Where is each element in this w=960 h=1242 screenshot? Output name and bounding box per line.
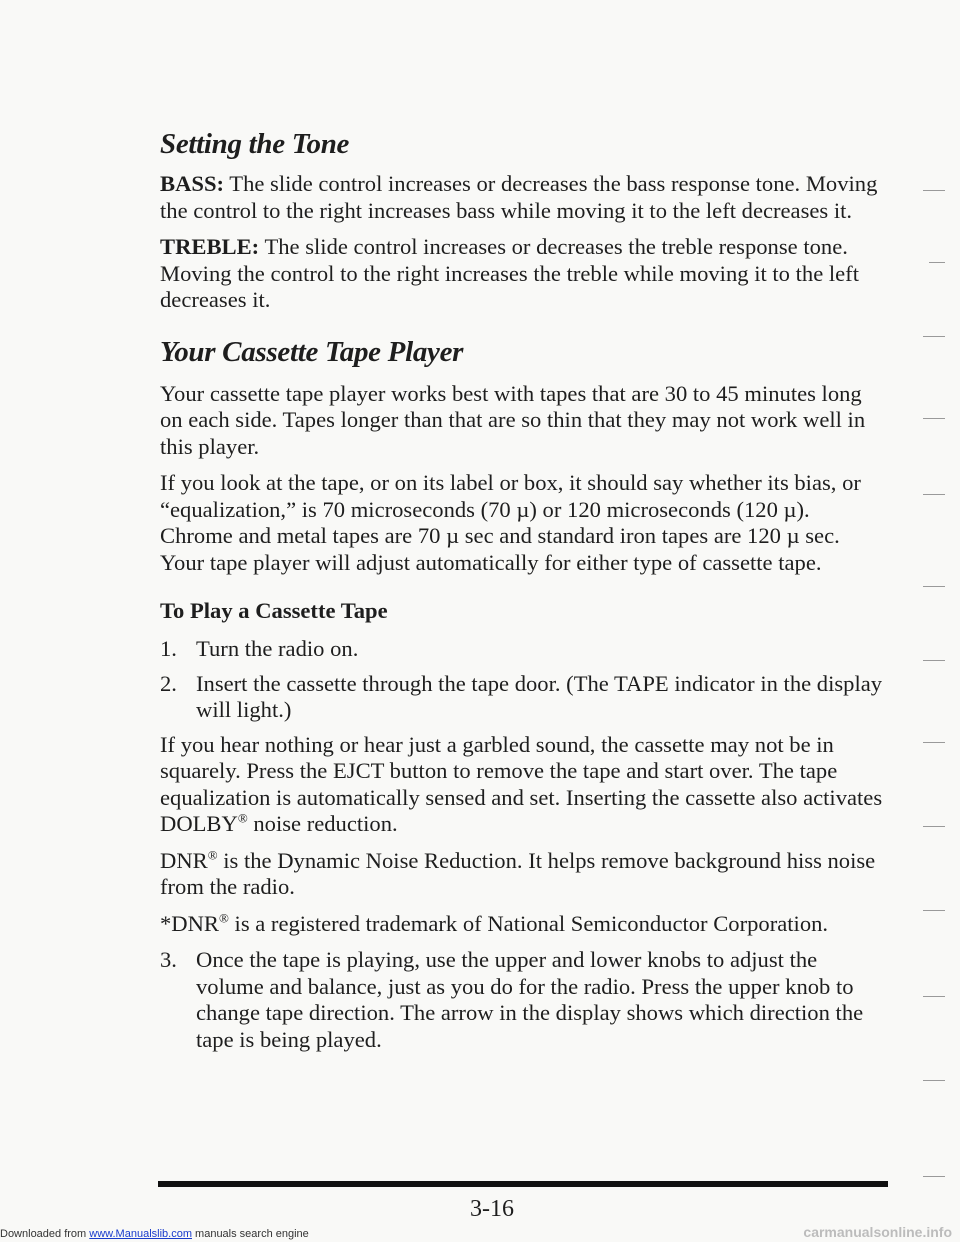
step-number: 3. (160, 947, 177, 972)
bass-paragraph (160, 171, 888, 224)
scan-mark (923, 826, 945, 827)
section-heading-tone: Setting the Tone (160, 128, 350, 160)
footer-suffix: manuals search engine (191, 1228, 309, 1240)
download-footer (0, 1228, 309, 1240)
treble-term: TREBLE: (160, 234, 260, 259)
trademark-paragraph (160, 911, 888, 938)
step-text: Once the tape is playing, use the upper and lower knobs to adjust the volume and balance, just as you do for the radio. Press the upper knob to change tape direction. The arrow in the display shows which direction the tape is being played. (196, 947, 864, 1052)
dnr-label: DNR (160, 847, 208, 873)
garbled-text-end: noise reduction. (247, 811, 398, 836)
footer-prefix: Downloaded from (0, 1228, 90, 1240)
scan-mark (923, 660, 945, 661)
step-2 (160, 671, 888, 724)
trademark-label: *DNR (160, 910, 219, 936)
scan-mark (923, 1176, 945, 1177)
subheading-play-tape: To Play a Cassette Tape (160, 598, 388, 623)
scan-mark (923, 586, 945, 587)
bass-text: The slide control increases or decreases the bass response tone. Moving the control to the right increases bass while moving it to the left decreases it. (160, 171, 878, 223)
page-content (158, 128, 888, 1061)
registered-mark: ® (207, 846, 218, 862)
trademark-text: is a registered trademark of National Semiconductor Corporation. (228, 910, 829, 936)
dnr-text: is the Dynamic Noise Reduction. It helps remove background hiss noise from the radio. (160, 847, 876, 899)
dnr-paragraph (160, 848, 888, 901)
step-3 (160, 947, 888, 1053)
treble-text: The slide control increases or decreases the treble response tone. Moving the control to the right increases the treble while moving it to the left decreases it. (160, 234, 859, 312)
step-text: Turn the radio on. (196, 636, 359, 661)
step-1 (160, 636, 888, 663)
registered-mark: ® (237, 810, 248, 826)
scan-mark (923, 996, 945, 997)
scan-mark (923, 418, 945, 419)
scan-mark (929, 262, 945, 263)
cassette-paragraph-1: Your cassette tape player works best with tapes that are 30 to 45 minutes long on each side. Tapes longer than that are so thin that they may not work well in this player. (160, 380, 866, 459)
registered-mark: ® (219, 909, 229, 925)
treble-paragraph (160, 234, 888, 314)
scan-mark (923, 742, 945, 743)
scan-mark (923, 910, 945, 911)
scan-mark (923, 336, 945, 337)
manualslib-link[interactable]: www.Manualslib.com (89, 1228, 192, 1240)
step-number: 2. (160, 670, 177, 696)
garbled-sound-paragraph (160, 732, 888, 838)
step-text: Insert the cassette through the tape door. (The TAPE indicator in the display will light.) (196, 670, 883, 722)
step-number: 1. (160, 636, 177, 661)
page-number: 3-16 (470, 1196, 514, 1222)
scan-mark (923, 494, 945, 495)
scan-mark (923, 190, 945, 191)
bass-term: BASS: (160, 171, 225, 196)
garbled-text: If you hear nothing or hear just a garbled sound, the cassette may not be in squarely. Press the EJCT button to remove the tape and start over. The tape equalization is automatically sensed and set. Inserting the cassette also activates DOLBY (160, 731, 883, 836)
footer-rule (158, 1181, 888, 1187)
section-heading-cassette: Your Cassette Tape Player (160, 335, 464, 368)
scan-mark (923, 1080, 945, 1081)
watermark: carmanualsonline.info (803, 1224, 952, 1240)
cassette-paragraph-2: If you look at the tape, or on its label or box, it should say whether its bias, or “equalization,” is 70 microseconds (70 µ) or 120 microseconds (120 µ). Chrome and metal tapes are 70 µ sec and standard iron tapes are 120 µ sec. Your tape player will adjust automatically for either type of cassette tape. (160, 470, 861, 575)
